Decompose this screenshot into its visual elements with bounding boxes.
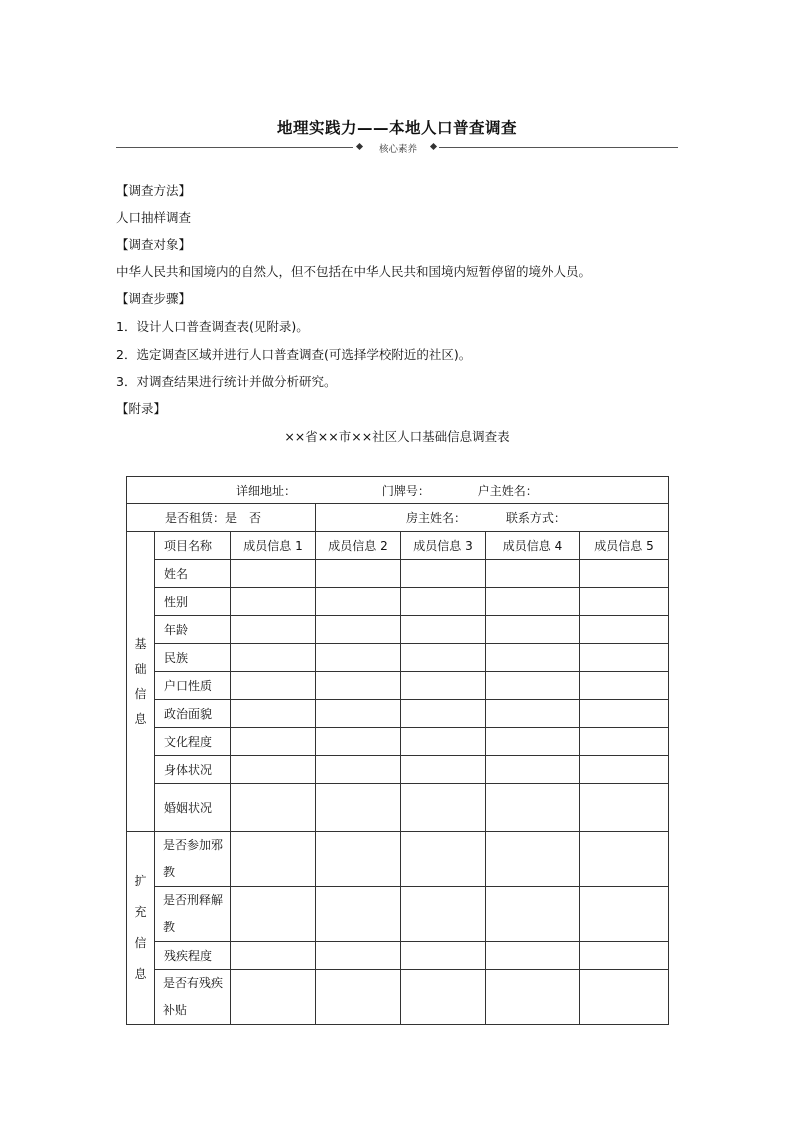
group-char: 息 (134, 711, 147, 726)
input-cell[interactable] (231, 560, 316, 588)
input-cell[interactable] (401, 700, 486, 728)
input-cell[interactable] (316, 644, 401, 672)
input-cell[interactable] (316, 832, 401, 887)
diamond-icon (356, 143, 363, 150)
input-cell[interactable] (316, 728, 401, 756)
item-name: 年龄 (155, 616, 231, 644)
group-char: 础 (134, 661, 147, 676)
table-title: ××省××市××社区人口基础信息调查表 (284, 429, 510, 444)
item-header: 项目名称 (155, 532, 231, 560)
group-char: 扩 (134, 874, 147, 888)
object-text: 中华人民共和国境内的自然人，但不包括在中华人民共和国境内短暂停留的境外人员。 (116, 264, 592, 279)
input-cell[interactable] (231, 832, 316, 887)
input-cell[interactable] (580, 942, 669, 970)
table-row (127, 672, 669, 700)
table-row (127, 887, 669, 942)
item-name: 性别 (155, 588, 231, 616)
member-header: 成员信息 2 (316, 532, 401, 560)
subtitle: 核心素养 (378, 144, 417, 155)
input-cell[interactable] (401, 942, 486, 970)
input-cell[interactable] (486, 616, 580, 644)
step-item: 3．对调查结果进行统计并做分析研究。 (116, 374, 337, 389)
step-item: 1．设计人口普查调查表(见附录)。 (116, 319, 309, 334)
input-cell[interactable] (231, 970, 316, 1025)
table-row (127, 560, 669, 588)
input-cell[interactable] (316, 616, 401, 644)
input-cell[interactable] (486, 756, 580, 784)
member-header: 成员信息 5 (580, 532, 669, 560)
table-row (127, 616, 669, 644)
table-row (127, 588, 669, 616)
input-cell[interactable] (486, 832, 580, 887)
input-cell[interactable] (486, 672, 580, 700)
item-name: 婚姻状况 (155, 784, 231, 832)
divider-line-right (439, 147, 678, 148)
input-cell[interactable] (401, 672, 486, 700)
extra-info-group (127, 832, 155, 1025)
rent-cell (127, 504, 316, 532)
table-row (127, 970, 669, 1025)
input-cell[interactable] (401, 728, 486, 756)
table-row (127, 504, 669, 532)
input-cell[interactable] (316, 700, 401, 728)
input-cell[interactable] (401, 644, 486, 672)
input-cell[interactable] (401, 756, 486, 784)
input-cell[interactable] (580, 560, 669, 588)
item-name: 残疾程度 (155, 942, 231, 970)
contact-label: 联系方式： (505, 511, 566, 525)
input-cell[interactable] (231, 672, 316, 700)
page-title: 地理实践力——本地人口普查调查 (276, 119, 517, 137)
object-label: 【调查对象】 (116, 237, 192, 252)
input-cell[interactable] (486, 887, 580, 942)
input-cell[interactable] (580, 700, 669, 728)
table-row (127, 644, 669, 672)
item-name: 是否参加邪教 (155, 832, 231, 887)
input-cell[interactable] (580, 728, 669, 756)
rent-label: 是否租赁：是 否 (165, 511, 262, 525)
title-divider (116, 141, 678, 153)
item-name: 是否刑释解教 (155, 887, 231, 942)
group-char: 信 (134, 936, 147, 950)
item-name: 民族 (155, 644, 231, 672)
input-cell[interactable] (401, 784, 486, 832)
input-cell[interactable] (486, 784, 580, 832)
input-cell[interactable] (316, 784, 401, 832)
input-cell[interactable] (486, 942, 580, 970)
item-name: 户口性质 (155, 672, 231, 700)
item-name: 文化程度 (155, 728, 231, 756)
table-row (127, 756, 669, 784)
input-cell[interactable] (580, 672, 669, 700)
item-name: 政治面貌 (155, 700, 231, 728)
basic-info-group (127, 532, 155, 832)
input-cell[interactable] (580, 887, 669, 942)
method-text: 人口抽样调查 (116, 210, 192, 225)
input-cell[interactable] (401, 616, 486, 644)
input-cell[interactable] (486, 700, 580, 728)
input-cell[interactable] (231, 616, 316, 644)
input-cell[interactable] (316, 970, 401, 1025)
address-label: 详细地址： (236, 483, 297, 498)
input-cell[interactable] (231, 588, 316, 616)
input-cell[interactable] (486, 728, 580, 756)
steps-label: 【调查步骤】 (116, 291, 192, 306)
address-cell (127, 477, 669, 504)
input-cell[interactable] (580, 970, 669, 1025)
group-char: 基 (134, 636, 147, 651)
table-row (127, 784, 669, 832)
survey-table (126, 476, 669, 1025)
input-cell[interactable] (401, 588, 486, 616)
input-cell[interactable] (316, 560, 401, 588)
owner-cell (316, 504, 669, 532)
input-cell[interactable] (486, 644, 580, 672)
input-cell[interactable] (486, 970, 580, 1025)
group-char: 息 (134, 967, 147, 981)
input-cell[interactable] (580, 756, 669, 784)
member-header: 成员信息 4 (486, 532, 580, 560)
diamond-icon (430, 143, 437, 150)
input-cell[interactable] (231, 887, 316, 942)
input-cell[interactable] (401, 887, 486, 942)
house-no-label: 门牌号： (381, 483, 430, 498)
input-cell[interactable] (580, 616, 669, 644)
input-cell[interactable] (401, 560, 486, 588)
input-cell[interactable] (231, 784, 316, 832)
input-cell[interactable] (580, 832, 669, 887)
item-name: 是否有残疾补贴 (155, 970, 231, 1025)
table-row (127, 532, 669, 560)
owner-label: 房主姓名： (406, 511, 467, 525)
input-cell[interactable] (316, 588, 401, 616)
input-cell[interactable] (580, 588, 669, 616)
divider-line-left (116, 147, 353, 148)
input-cell[interactable] (316, 672, 401, 700)
member-header: 成员信息 3 (401, 532, 486, 560)
input-cell[interactable] (231, 728, 316, 756)
table-row (127, 700, 669, 728)
table-row (127, 477, 669, 504)
appendix-label: 【附录】 (116, 401, 167, 416)
input-cell[interactable] (231, 942, 316, 970)
group-char: 充 (134, 905, 147, 919)
input-cell[interactable] (401, 970, 486, 1025)
table-row (127, 728, 669, 756)
input-cell[interactable] (231, 644, 316, 672)
input-cell[interactable] (580, 784, 669, 832)
input-cell[interactable] (580, 644, 669, 672)
input-cell[interactable] (231, 700, 316, 728)
input-cell[interactable] (316, 756, 401, 784)
group-char: 信 (134, 686, 147, 701)
input-cell[interactable] (486, 560, 580, 588)
method-label: 【调查方法】 (116, 183, 192, 198)
input-cell[interactable] (231, 756, 316, 784)
member-header: 成员信息 1 (231, 532, 316, 560)
input-cell[interactable] (486, 588, 580, 616)
householder-label: 户主姓名： (477, 483, 538, 498)
table-row (127, 832, 669, 887)
item-name: 姓名 (155, 560, 231, 588)
step-item: 2．选定调查区域并进行人口普查调查(可选择学校附近的社区)。 (116, 347, 472, 362)
table-row (127, 942, 669, 970)
input-cell[interactable] (316, 887, 401, 942)
item-name: 身体状况 (155, 756, 231, 784)
input-cell[interactable] (316, 942, 401, 970)
input-cell[interactable] (401, 832, 486, 887)
